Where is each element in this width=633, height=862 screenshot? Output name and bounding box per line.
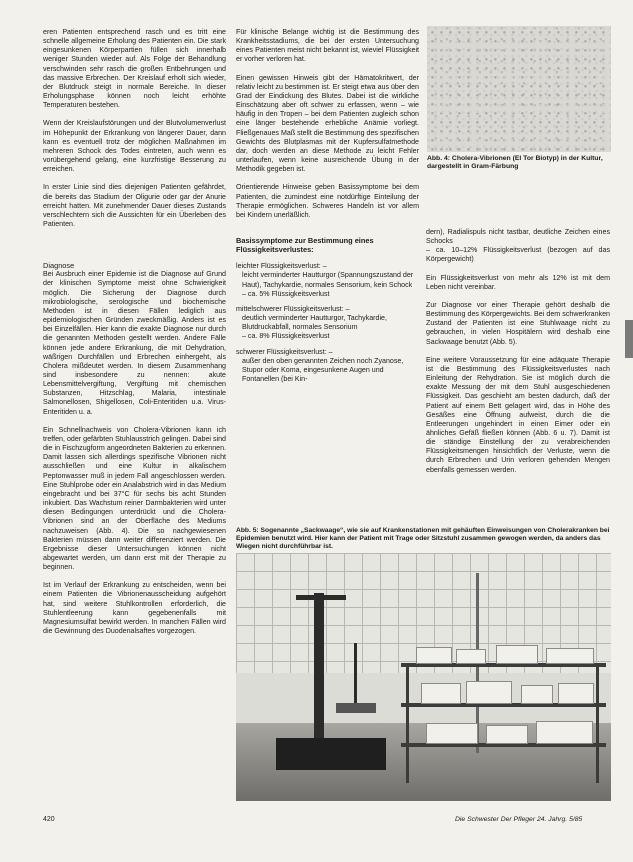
paragraph: Eine weitere Voraussetzung für eine adäquate Therapie ist die Bestimmung des Flüssigkeitsverlustes nach Einleitung der Rehydration. Sie ist möglich durch die exakte Messung der mit dem Stuhl ausgeschiedenen Flüssigkeit. Das geschieht am besten dadurch, daß der Patient auf einem Bett gelagert wird, das in Höhe des Gesäßes eine Öffnung aufweist, durch die die Entleerungen ungehindert in einen Eimer oder ein ähnliches Gefäß fließen können (Abb. 6 u. 7). Damit ist die ständige Einstellung der zu verabreichenden Flüssigkeitsmengen hinsichtlich der Verluste, wenn die durch Erbrechen und Urin verloren gehenden Mengen ebenfalls gemessen werden.	[426, 355, 610, 474]
paragraph: Ein Schnellnachweis von Cholera-Vibrionen kann ich treffen, oder gefärbten Stuhlausstrich gelingen. Dabei sind die in Fischzugform angeordneten Bakterien zu erkennen. Damit lassen sich allerdings spezifische Vibrionen nicht ausschließen und eine Kultur in alkalischem Peptonwasser muß in jedem Fall angeschlossen werden. Eine Stuhlprobe oder ein Analabstrich wird in das Medium eingebracht und bei 37°C für sechs bis acht Stunden inkubiert. Das Wachstum reiner Darmbakterien wird unter diesen Bedingungen unterdrückt und die Cholera-Vibrionen sind an der Oberfläche des Mediums nachzuweisen (Abb. 4). Die so nachgewiesenen Bakterien müssen dann weiter differenziert werden. Die Ergebnisse dieser Untersuchungen können nicht abgewartet werden, um dann erst mit der Therapie zu beginnen.	[43, 425, 226, 572]
page-number: 420	[43, 816, 55, 823]
section-heading-diagnose: Diagnose	[43, 261, 75, 271]
paragraph: Bei Ausbruch einer Epidemie ist die Diagnose auf Grund der klinischen Symptome meist ohne Schwierigkeit möglich. Die Sicherung der Diagnose durch mikrobiologische, serologische und biochemische Methoden ist in diesen Fällen lediglich aus epidemiologischen Gründen zweckmäßig. Anders ist es bei Einzelfällen. Hier kann die exakte Diagnose nur durch die genannten Methoden gestellt werden. Andere Fälle können jede andere Erkrankung, die mit Dehydration, wäßrigen Durchfällen und Erbrechen einhergeht, als Cholera mißdeutet werden. In diesem Zusammenhang sind insbesondere zu nennen: akute Lebensmittelvergiftung, Vergiftung mit chemischen Substanzen, Hitzschlag, Malaria, intestinale Salmonellosen, Shigellosen, Coli-Enteritiden u.a. Virus-Enteritiden u. a.	[43, 270, 226, 416]
paragraph: Orientierende Hinweise geben Basissymptome bei dem Patienten, die zumindest eine notdürftige Einteilung der Therapie ermöglichen. Schweres Handeln ist vor allem bei Kindern unerläßlich.	[236, 183, 419, 219]
list-heading: schwerer Flüssigkeitsverlust: –	[236, 347, 333, 356]
text-column-1	[43, 28, 226, 645]
figure-cholera-vibrionen-image	[427, 26, 611, 152]
supply-box	[426, 723, 478, 744]
paragraph: Wenn der Kreislaufstörungen und der Blutvolumenverlust im Höhepunkt der Erkrankung von längerer Dauer, dann kann es eventuell trotz der möglichen Maßnahmen im mehreren Schock des Todes eintreten, auch wenn es vorübergehend gelang, eine kurzfristige Besserung zu erreichen.	[43, 119, 226, 174]
list-item: – ca. 8% Flüssigkeitsverlust	[242, 332, 330, 341]
supply-box	[558, 683, 594, 704]
shelf-unit-frame-left	[406, 663, 409, 783]
supply-box	[421, 683, 461, 704]
paragraph: eren Patienten entsprechend rasch und es tritt eine schnelle allgemeine Erholung des Patienten ein. Die stark eingesunkenen Körperpartien füllen sich innerhalb weniger Stunden wieder auf. Als Folge der Behandlung verschwinden sehr rasch die großen Entbehrungen und das massive Erbrechen. Der Kreislauf erholt sich wieder, der Blutdruck steigt in normale Bereiche. In dieser Erholungsphase können noch leicht erhöhte Temperaturen bestehen.	[43, 28, 226, 110]
paragraph: dern), Radialispuls nicht tastbar, deutliche Zeichen eines Schocks	[426, 228, 610, 246]
supply-box	[521, 685, 553, 704]
supply-box	[456, 649, 486, 664]
paragraph: Für klinische Belange wichtig ist die Bestimmung des Krankheitsstadiums, die bei der ersten Untersuchung eines Patienten meist nicht bekannt ist, wieviel Flüssigkeit er vorher verloren hat.	[236, 28, 419, 64]
symptom-list-mild	[236, 262, 419, 299]
text-column-2	[236, 28, 419, 390]
supply-box	[416, 647, 452, 664]
list-heading: mittelschwerer Flüssigkeitsverlust: –	[236, 304, 350, 313]
shelf-unit-frame-right	[596, 663, 599, 783]
list-item: außer den oben genannten Zeichen noch Zyanose, Stupor oder Koma, eingesunkene Augen und Fontanellen (bei Kin-	[242, 356, 404, 383]
figure-4-caption: Abb. 4: Cholera-Vibrionen (El Tor Biotyp) in der Kultur, dargestellt in Gram-Färbung	[427, 155, 603, 171]
supply-box	[466, 681, 512, 704]
paragraph: In erster Linie sind dies diejenigen Patienten gefährdet, die bereits das Stadium der Oligurie oder gar der Anurie erreicht hatten. Mit zunehmender Dauer dieses Zustands verschlechtern sich die Aussichten für ein Überleben des Patienten.	[43, 183, 226, 228]
section-heading-basissymptome: Basissymptome zur Bestimmung eines Flüssigkeitsverlustes:	[236, 235, 374, 255]
symptom-list-moderate	[236, 305, 419, 342]
page-edge-tab	[625, 320, 633, 358]
journal-footer: Die Schwester Der Pfleger 24. Jahrg. 5/85	[455, 816, 583, 823]
list-item: leicht verminderter Hautturgor (Spannungszustand der Haut), Tachykardie, normales Sensorium, kein Schock	[242, 271, 414, 289]
paragraph: Ist im Verlauf der Erkrankung zu entscheiden, wenn bei einem Patienten die Vibrionenausscheidung aufgehört hat, sind weitere Stuhlkontrollen erforderlich, die Stuhlentleerung kann gegebenenfalls mit Magnesiumsulfat bewirkt werden. In manchen Fällen wird die Gewinnung des Duodenalsaftes vorgezogen.	[43, 581, 226, 636]
figure-sackwaage-photo	[236, 553, 611, 801]
scale-column	[314, 593, 324, 743]
list-item: deutlich verminderter Hautturgor, Tachykardie, Blutdruckabfall, normales Sensorium	[242, 314, 387, 332]
scale-seat	[336, 703, 376, 713]
supply-box	[486, 725, 528, 744]
paragraph: Einen gewissen Hinweis gibt der Hämatokritwert, der relativ leicht zu bestimmen ist. Er steigt etwa aus über den Grad der Eindickung des Blutes. Dabei ist die wirkliche Einschätzung aber oft schwer zu erfassen, wenn – wie häufig in den Tropen – bei dem Patienten zugleich schon eine länger bestehende erhebliche Anämie vorliegt. Fließgenaues Maß stellt die Bestimmung des spezifischen Gewichts des Blutplasmas mit der Kupfersulfatmethode dar, doch werden an diese Methode zu leicht Fehler unterlaufen, wenn keine ausreichende Übung in der Methodik gegeben ist.	[236, 73, 419, 174]
scale-hanger	[354, 643, 357, 703]
supply-box	[536, 721, 593, 744]
supply-box	[496, 645, 538, 664]
supply-box	[546, 648, 594, 664]
scale-beam	[296, 595, 346, 600]
paragraph: Ein Flüssigkeitsverlust von mehr als 12% ist mit dem Leben nicht vereinbar.	[426, 273, 610, 291]
scale-base	[276, 738, 386, 770]
text-column-3	[426, 228, 610, 484]
symptom-list-severe	[236, 348, 419, 385]
figure-5-caption: Abb. 5: Sogenannte „Sackwaage“, wie sie auf Krankenstationen mit gehäuften Einweisungen von Cholerakranken bei Epidemien benutzt wird. Hier kann der Patient mit Trage oder Sitzstuhl zusammen gewogen werden, da anders das Wiegen nicht durchführbar ist.	[236, 527, 610, 551]
list-heading: leichter Flüssigkeitsverlust: –	[236, 262, 327, 271]
paragraph: Zur Diagnose vor einer Therapie gehört deshalb die Bestimmung des Körpergewichts. Bei dem schwerkranken Zustand der Patienten ist eine Stuhlwaage nicht zu gebrauchen, in vielen Hospitälern wird deshalb eine Sackwaage benutzt (Abb. 5).	[426, 300, 610, 346]
list-item: – ca. 5% Flüssigkeitsverlust	[242, 289, 330, 298]
paragraph: – ca. 10–12% Flüssigkeitsverlust (bezogen auf das Körpergewicht)	[426, 246, 610, 264]
